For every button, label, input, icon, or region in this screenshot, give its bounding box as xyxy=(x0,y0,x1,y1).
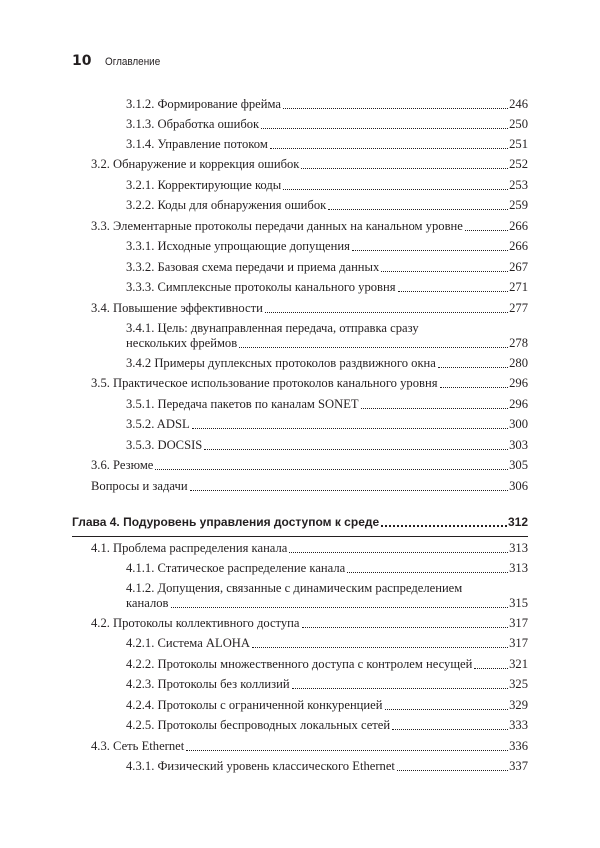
toc-page: 325 xyxy=(509,677,528,691)
toc-page: 312 xyxy=(507,515,528,529)
toc-page: 337 xyxy=(509,759,528,773)
toc-page: 313 xyxy=(509,541,528,555)
toc-entry: 3.2.2. Коды для обнаружения ошибок 259 xyxy=(126,198,528,212)
toc-entry: 4.1.1. Статическое распределение канала 313 xyxy=(126,561,528,575)
toc-page: 303 xyxy=(509,438,528,452)
toc-entry: 3.6. Резюме 305 xyxy=(91,458,528,472)
toc-entry: 3.5. Практическое использование протоколов канального уровня 296 xyxy=(91,376,528,390)
toc-entry: 3.3.1. Исходные упрощающие допущения 266 xyxy=(126,239,528,253)
toc-page: 271 xyxy=(509,280,528,294)
toc-page: 315 xyxy=(509,596,528,610)
toc-entry: 4.1. Проблема распределения канала 313 xyxy=(91,541,528,555)
toc-page: 336 xyxy=(509,739,528,753)
toc-entry: Вопросы и задачи 306 xyxy=(91,479,528,493)
toc-page: 317 xyxy=(509,616,528,630)
toc-page: 259 xyxy=(509,198,528,212)
toc-entry-multiline: 4.1.2. Допущения, связанные с динамическим распределением каналов 315 xyxy=(126,581,528,610)
toc-entry: 4.3. Сеть Ethernet 336 xyxy=(91,739,528,753)
toc-page: 313 xyxy=(509,561,528,575)
toc-entry: 4.2.1. Система ALOHA 317 xyxy=(126,636,528,650)
toc-entry: 3.1.4. Управление потоком 251 xyxy=(126,137,528,151)
toc-entry: 3.2.1. Корректирующие коды 253 xyxy=(126,178,528,192)
toc-page: 267 xyxy=(509,260,528,274)
toc-page: 296 xyxy=(509,397,528,411)
toc-page: 266 xyxy=(509,239,528,253)
toc-entry: 3.2. Обнаружение и коррекция ошибок 252 xyxy=(91,157,528,171)
toc-page: 305 xyxy=(509,458,528,472)
toc-page: 321 xyxy=(509,657,528,671)
toc-entry: 3.5.2. ADSL 300 xyxy=(126,417,528,431)
toc-page: 277 xyxy=(509,301,528,315)
toc-page: 246 xyxy=(509,97,528,111)
toc-page: 329 xyxy=(509,698,528,712)
toc-page: 253 xyxy=(509,178,528,192)
toc-entry: 3.3.2. Базовая схема передачи и приема данных 267 xyxy=(126,260,528,274)
toc-entry: 3.1.3. Обработка ошибок 250 xyxy=(126,117,528,131)
toc-entry: 3.1.2. Формирование фрейма 246 xyxy=(126,97,528,111)
toc-entry: 4.3.1. Физический уровень классического Ethernet 337 xyxy=(126,759,528,773)
toc-page: 278 xyxy=(509,336,528,350)
running-title: Оглавление xyxy=(105,56,161,68)
toc-page: 333 xyxy=(509,718,528,732)
toc-entry: 4.2.5. Протоколы беспроводных локальных сетей 333 xyxy=(126,718,528,732)
toc-entry: 4.2. Протоколы коллективного доступа 317 xyxy=(91,616,528,630)
page-number: 10 xyxy=(72,53,92,69)
toc-entry: 4.2.4. Протоколы с ограниченной конкуренцией 329 xyxy=(126,698,528,712)
toc-entry: 3.3.3. Симплексные протоколы канального уровня 271 xyxy=(126,280,528,294)
toc-entry: 3.5.3. DOCSIS 303 xyxy=(126,438,528,452)
toc-entry: 3.4.2 Примеры дуплексных протоколов раздвижного окна 280 xyxy=(126,356,528,370)
toc-page: 266 xyxy=(509,219,528,233)
toc-entry: 3.3. Элементарные протоколы передачи данных на канальном уровне 266 xyxy=(91,219,528,233)
toc-page: 306 xyxy=(509,479,528,493)
page-header xyxy=(72,53,167,69)
toc-entry: 3.5.1. Передача пакетов по каналам SONET 296 xyxy=(126,397,528,411)
toc-entry: 4.2.2. Протоколы множественного доступа с контролем несущей 321 xyxy=(126,657,528,671)
toc-entry: 3.4. Повышение эффективности 277 xyxy=(91,301,528,315)
chapter-heading: Глава 4. Подуровень управления доступом к среде 312 xyxy=(72,515,528,529)
toc-entry: 4.2.3. Протоколы без коллизий 325 xyxy=(126,677,528,691)
toc-page: 251 xyxy=(509,137,528,151)
toc-entry-multiline: 3.4.1. Цель: двунаправленная передача, отправка сразу нескольких фреймов 278 xyxy=(126,321,528,350)
toc-page: 296 xyxy=(509,376,528,390)
chapter-divider xyxy=(72,536,528,537)
toc-page: 252 xyxy=(509,157,528,171)
toc-page: 280 xyxy=(509,356,528,370)
toc-page: 250 xyxy=(509,117,528,131)
toc-page: 317 xyxy=(509,636,528,650)
toc-page: 300 xyxy=(509,417,528,431)
